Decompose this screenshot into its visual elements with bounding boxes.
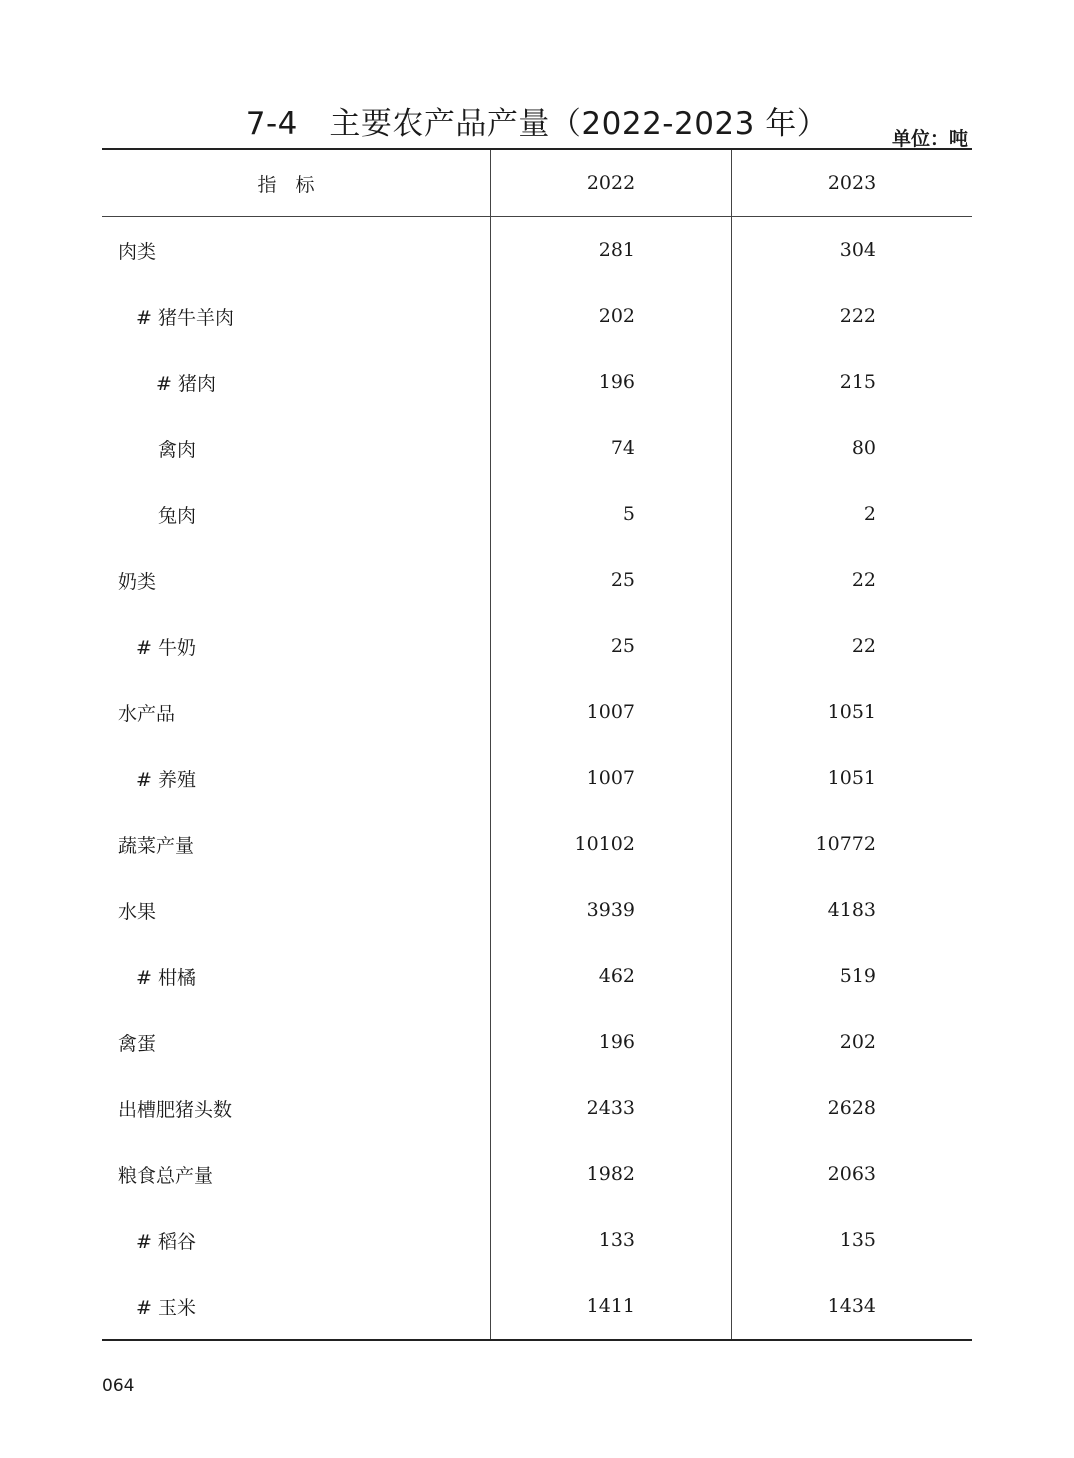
table-row — [102, 613, 972, 679]
value-2023: 2628 — [827, 1097, 876, 1119]
table-row — [102, 1009, 972, 1075]
table-row — [102, 679, 972, 745]
header-2023: 2023 — [827, 172, 877, 194]
table-row — [102, 547, 972, 613]
value-2022: 3939 — [491, 877, 732, 943]
value-2022: 1007 — [491, 679, 732, 745]
header-indicator: 指 标 — [102, 150, 491, 216]
table-row — [102, 1075, 972, 1141]
row-label: 兔肉 — [102, 481, 491, 547]
table-row — [102, 415, 972, 481]
row-label: 蔬菜产量 — [102, 811, 491, 877]
row-label: # 玉米 — [102, 1273, 491, 1339]
value-2023: 519 — [839, 965, 876, 987]
value-2022: 281 — [491, 217, 732, 283]
table-row — [102, 811, 972, 877]
value-2023: 22 — [851, 635, 876, 657]
value-2022: 25 — [491, 547, 732, 613]
table-body — [102, 217, 972, 1339]
value-2023: 4183 — [827, 899, 876, 921]
value-2023: 80 — [851, 437, 876, 459]
value-2022: 25 — [491, 613, 732, 679]
value-2023: 202 — [839, 1031, 876, 1053]
value-2022: 202 — [491, 283, 732, 349]
unit-label: 单位：吨 — [891, 128, 968, 150]
row-label: # 牛奶 — [102, 613, 491, 679]
row-label: 粮食总产量 — [102, 1141, 491, 1207]
table-header-row — [102, 150, 972, 217]
value-2023: 215 — [839, 371, 876, 393]
value-2023: 2 — [863, 503, 876, 525]
value-2022: 462 — [491, 943, 732, 1009]
row-label: 出槽肥猪头数 — [102, 1075, 491, 1141]
value-2023: 2063 — [827, 1163, 876, 1185]
page-number: 064 — [102, 1376, 135, 1396]
value-2022: 1007 — [491, 745, 732, 811]
value-2022: 1411 — [491, 1273, 732, 1339]
value-2023: 304 — [839, 239, 876, 261]
row-label: # 猪牛羊肉 — [102, 283, 491, 349]
table-row — [102, 943, 972, 1009]
row-label: 水果 — [102, 877, 491, 943]
row-label: 奶类 — [102, 547, 491, 613]
row-label: 水产品 — [102, 679, 491, 745]
value-2022: 10102 — [491, 811, 732, 877]
value-2023: 1434 — [827, 1295, 876, 1317]
value-2022: 196 — [491, 349, 732, 415]
value-2022: 1982 — [491, 1141, 732, 1207]
row-label: # 稻谷 — [102, 1207, 491, 1273]
table-row — [102, 1141, 972, 1207]
table-row — [102, 745, 972, 811]
row-label: # 猪肉 — [102, 349, 491, 415]
row-label: # 养殖 — [102, 745, 491, 811]
table-row — [102, 1273, 972, 1339]
table-row — [102, 877, 972, 943]
row-label: 禽蛋 — [102, 1009, 491, 1075]
value-2023: 1051 — [827, 701, 876, 723]
value-2022: 196 — [491, 1009, 732, 1075]
value-2022: 133 — [491, 1207, 732, 1273]
value-2023: 1051 — [827, 767, 876, 789]
table-row — [102, 349, 972, 415]
row-label: 肉类 — [102, 217, 491, 283]
row-label: 禽肉 — [102, 415, 491, 481]
value-2023: 22 — [851, 569, 876, 591]
page-title: 7-4 主要农产品产量（2022-2023 年） — [245, 106, 829, 142]
row-label: # 柑橘 — [102, 943, 491, 1009]
value-2023: 222 — [839, 305, 876, 327]
value-2022: 5 — [491, 481, 732, 547]
table-row — [102, 1207, 972, 1273]
value-2023: 135 — [839, 1229, 876, 1251]
header-2022: 2022 — [491, 150, 732, 216]
table-row — [102, 481, 972, 547]
table-row — [102, 217, 972, 283]
table-row — [102, 283, 972, 349]
value-2023: 10772 — [815, 833, 876, 855]
data-table — [102, 148, 972, 1341]
value-2022: 2433 — [491, 1075, 732, 1141]
value-2022: 74 — [491, 415, 732, 481]
